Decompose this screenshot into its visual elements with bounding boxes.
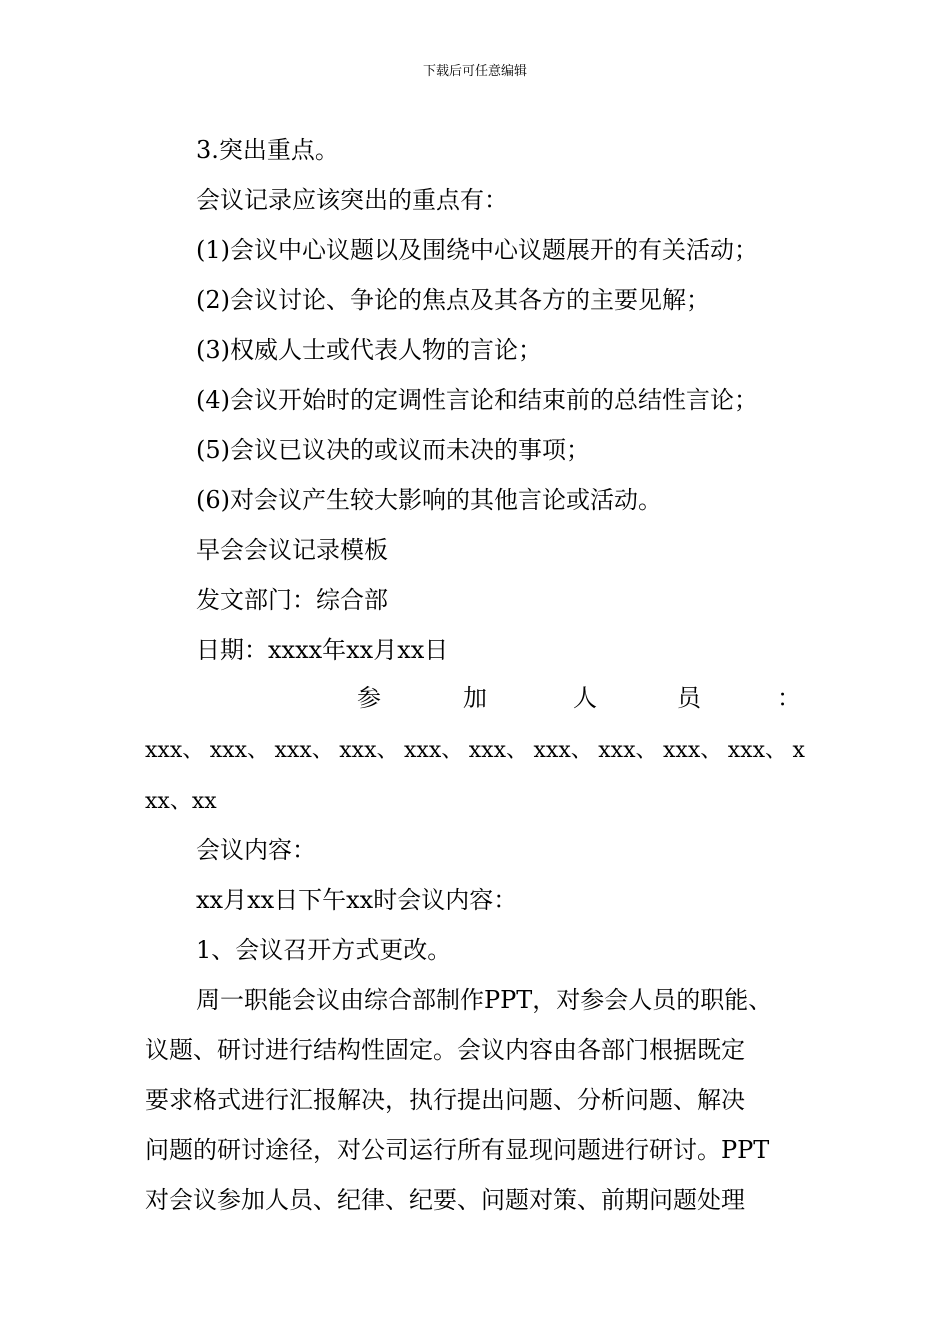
attendees-list xyxy=(145,738,805,764)
attendee-entry: xxx、 xyxy=(209,738,269,763)
attendee-entry: xxx、 xyxy=(404,738,464,763)
paragraph-line: 周一职能会议由综合部制作PPT，对参会人员的职能、 xyxy=(196,986,773,1014)
attendee-entry: xxx、 xyxy=(468,738,528,763)
attendee-entry: xxx、 xyxy=(145,738,205,763)
content-item: 1、会议召开方式更改。 xyxy=(196,936,452,964)
content-label: 会议内容： xyxy=(196,836,316,864)
attendee-entry: xxx、 xyxy=(339,738,399,763)
date-line: 日期：xxxx年xx月xx日 xyxy=(196,636,449,664)
attendees-list-continued: xx、xx xyxy=(145,789,217,814)
list-item: (4)会议开始时的定调性言论和结束前的总结性言论； xyxy=(196,386,758,414)
attendee-entry: xxx、 xyxy=(274,738,334,763)
attendees-label-char: 加 xyxy=(463,684,487,712)
list-item: (2)会议讨论、争论的焦点及其各方的主要见解； xyxy=(196,286,710,314)
list-item: (1)会议中心议题以及围绕中心议题展开的有关活动； xyxy=(196,236,758,264)
list-item: (3)权威人士或代表人物的言论； xyxy=(196,336,542,364)
section-heading: 3.突出重点。 xyxy=(196,136,339,164)
attendees-label-char: 人 xyxy=(573,684,597,712)
list-item: (6)对会议产生较大影响的其他言论或活动。 xyxy=(196,486,662,514)
attendees-label-char: 参 xyxy=(357,684,381,712)
issuing-department: 发文部门：综合部 xyxy=(196,586,388,614)
paragraph-line: 议题、研讨进行结构性固定。会议内容由各部门根据既定 xyxy=(145,1036,745,1064)
attendee-entry: xxx、 xyxy=(598,738,658,763)
paragraph-line: 要求格式进行汇报解决，执行提出问题、分析问题、解决 xyxy=(145,1086,745,1114)
attendee-entry: xxx、 xyxy=(727,738,787,763)
content-subtitle: xx月xx日下午xx时会议内容： xyxy=(196,886,518,914)
attendee-entry: x xyxy=(792,738,805,763)
list-item: (5)会议已议决的或议而未决的事项； xyxy=(196,436,590,464)
paragraph-line: 问题的研讨途径，对公司运行所有显现问题进行研讨。PPT xyxy=(145,1136,770,1164)
attendee-entry: xxx、 xyxy=(533,738,593,763)
paragraph-line: 对会议参加人员、纪律、纪要、问题对策、前期问题处理 xyxy=(145,1186,745,1214)
page-header: 下载后可任意编辑 xyxy=(422,64,527,79)
attendees-label-char: ： xyxy=(777,684,801,712)
paragraph-line: 会议记录应该突出的重点有： xyxy=(196,186,508,214)
attendee-entry: xxx、 xyxy=(663,738,723,763)
template-title: 早会会议记录模板 xyxy=(196,536,388,564)
attendees-label-char: 员 xyxy=(677,684,701,712)
